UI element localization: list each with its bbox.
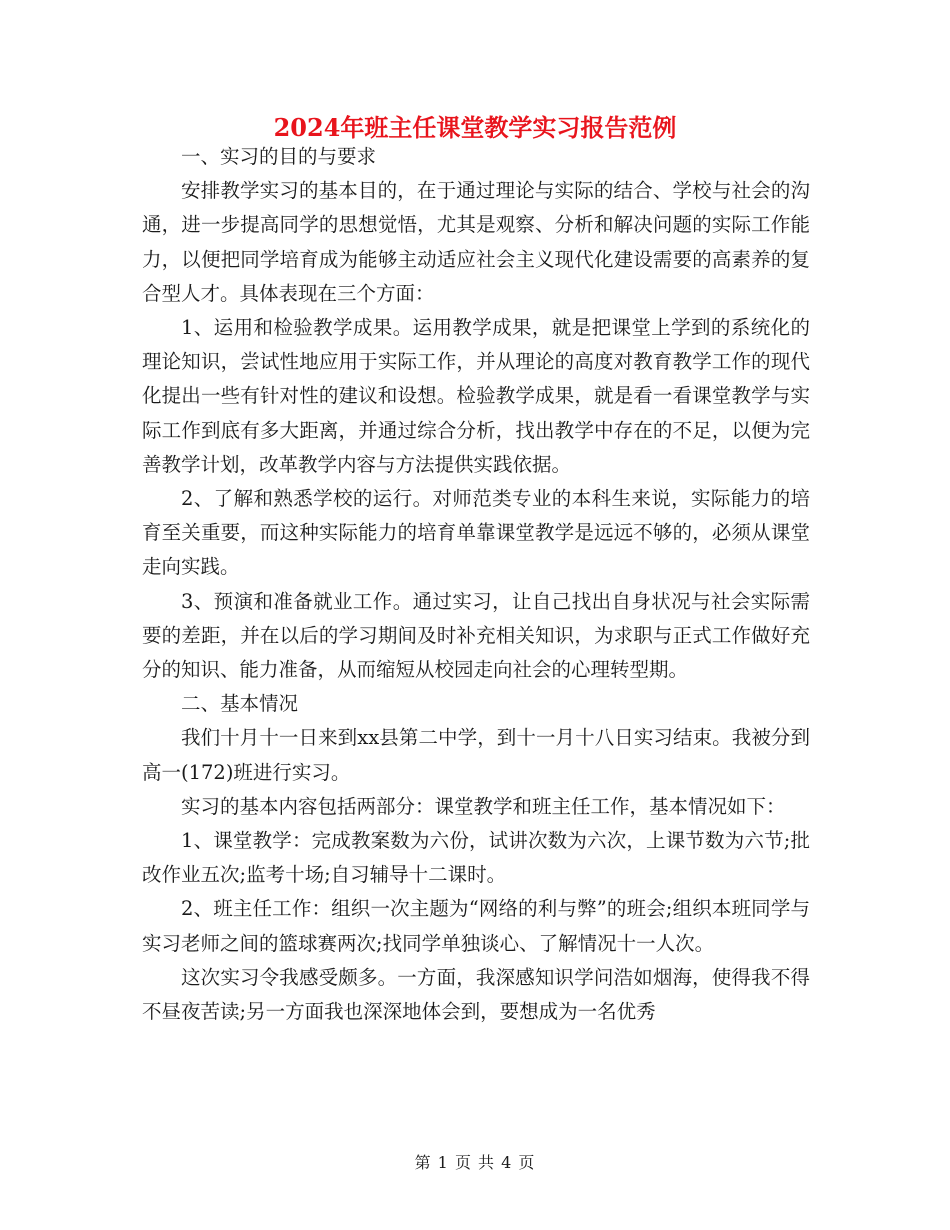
body-paragraph: 3、预演和准备就业工作。通过实习，让自己找出自身状况与社会实际需要的差距，并在以后的学习期间及时补充相关知识，为求职与正式工作做好充分的知识、能力准备，从而缩短从校园走向社会的心理转型期。 [142,589,810,682]
body-paragraph: 2、班主任工作：组织一次主题为“网络的利与弊”的班会;组织本班同学与实习老师之间的篮球赛两次;找同学单独谈心、了解情况十一人次。 [142,897,810,955]
body-paragraph: 1、课堂教学：完成教案数为六份，试讲次数为六次，上课节数为六节;批改作业五次;监考十场;自习辅导十二课时。 [142,829,810,887]
section-heading: 二、基本情况 [181,692,299,716]
body-paragraph: 2、了解和熟悉学校的运行。对师范类专业的本科生来说，实际能力的培育至关重要，而这种实际能力的培育单靠课堂教学是远远不够的，必须从课堂走向实践。 [142,487,810,579]
body-paragraph: 安排教学实习的基本目的，在于通过理论与实际的结合、学校与社会的沟通，进一步提高同学的思想觉悟，尤其是观察、分析和解决问题的实际工作能力，以便把同学培育成为能够主动适应社会主义现代化建设需要的高素养的复合型人才。具体表现在三个方面： [142,179,810,305]
body-paragraph: 我们十月十一日来到xx县第二中学，到十一月十八日实习结束。我被分到高一(172)班进行实习。 [142,726,810,784]
section-heading: 一、实习的目的与要求 [181,145,377,168]
body-paragraph: 实习的基本内容包括两部分：课堂教学和班主任工作，基本情况如下： [181,794,786,818]
body-paragraph: 这次实习令我感受颇多。一方面，我深感知识学问浩如烟海，使得我不得不昼夜苦读;另一方面我也深深地体会到，要想成为一名优秀 [142,965,810,1024]
document-body [142,140,810,1029]
page-footer: 第 1 页 共 4 页 [414,1153,536,1172]
body-paragraph: 1、运用和检验教学成果。运用教学成果，就是把课堂上学到的系统化的理论知识，尝试性地应用于实际工作，并从理论的高度对教育教学工作的现代化提出一些有针对性的建议和设想。检验教学成果，就是看一看课堂教学与实际工作到底有多大距离，并通过综合分析，找出教学中存在的不足，以便为完善教学计划，改革教学内容与方法提供实践依据。 [142,316,810,476]
page-title: 2024年班主任课堂教学实习报告范例 [273,113,677,142]
